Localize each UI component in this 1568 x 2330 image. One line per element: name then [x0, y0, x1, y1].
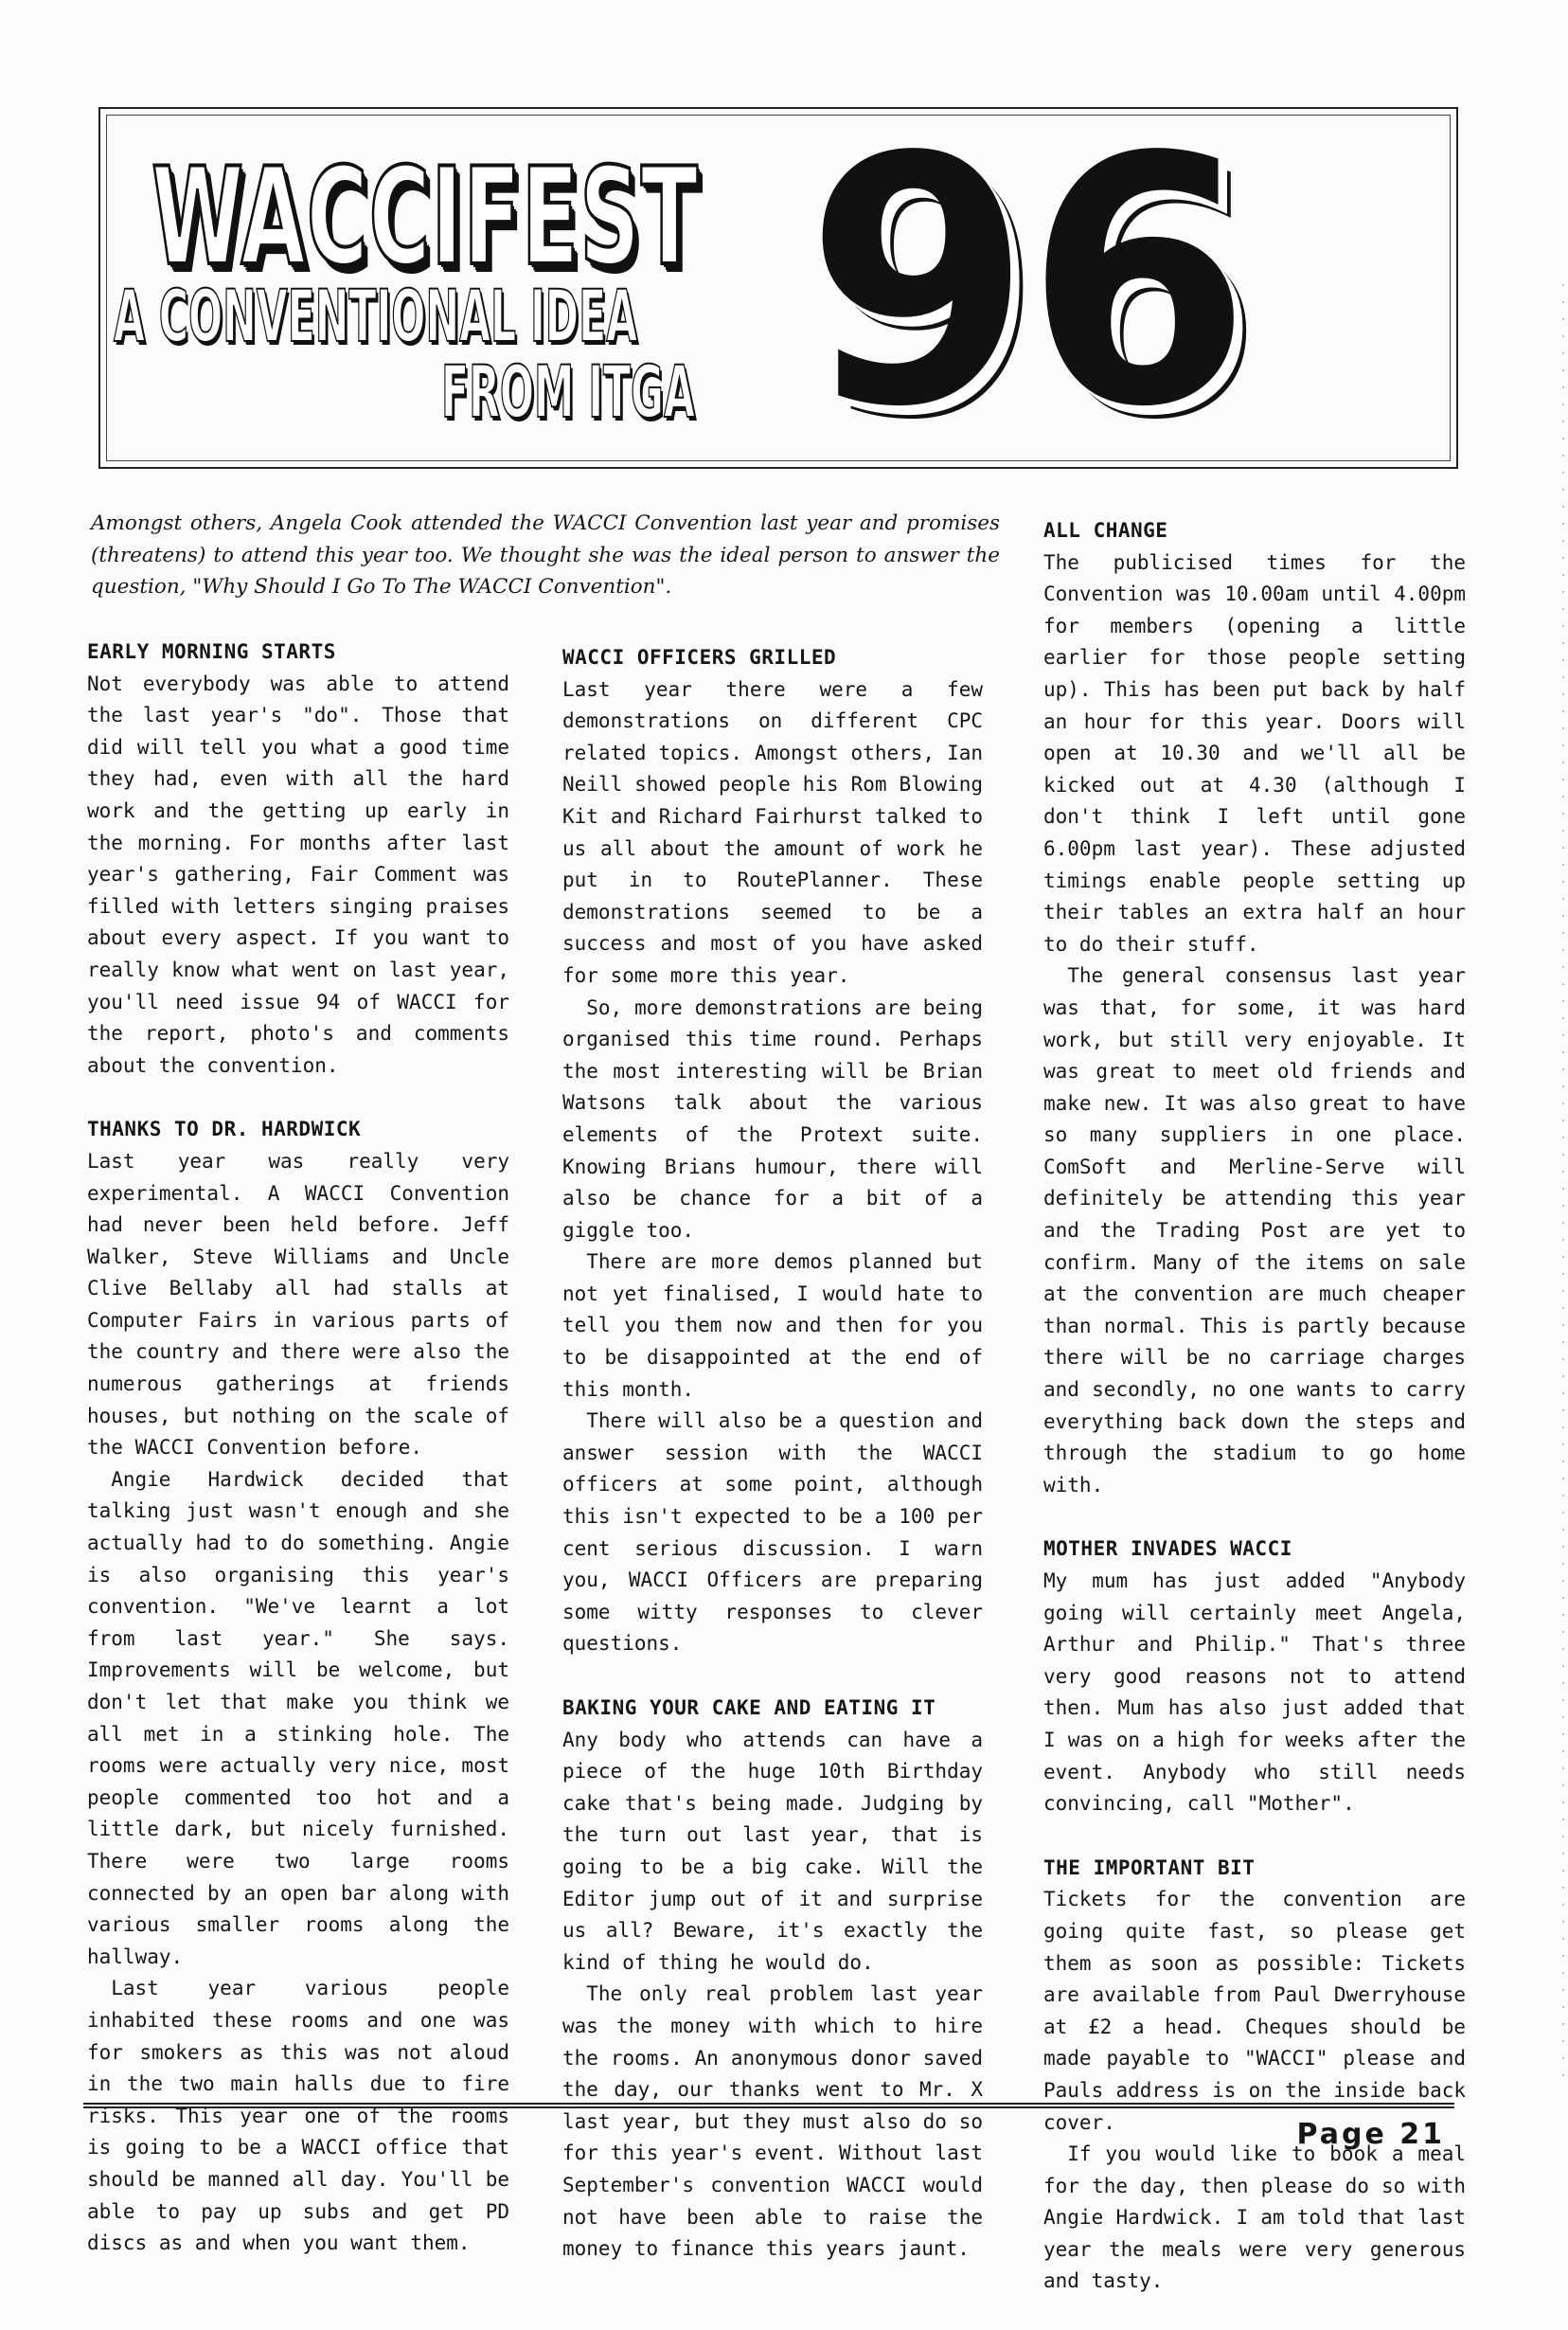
- section-all-change: [1043, 515, 1466, 1501]
- section-heading: THANKS TO DR. HARDWICK: [87, 1118, 362, 1141]
- intro-paragraph: Amongst others, Angela Cook attended the WACCI Convention last year and promises (threatens) to attend this year too. We thought she was the ideal person to answer the question, "Why Should I Go To The WACCI Convention".: [91, 511, 1000, 599]
- title-banner: [98, 84, 1458, 481]
- paragraph: There are more demos planned but not yet finalised, I would hate to tell you them now and then for you to be disappointed at the end of this month.: [562, 1250, 983, 1401]
- section-heading: EARLY MORNING STARTS: [87, 640, 336, 663]
- paragraph: Last year was really very experimental. A WACCI Convention had never been held before. Jeff Walker, Steve Williams and Uncle Clive Bellaby all had stalls at Computer Fairs in various parts of the country and there were also the numerous gatherings at friends houses, but nothing on the scale of the WACCI Convention before.: [87, 1149, 509, 1460]
- section-the-important-bit: [1043, 1853, 1466, 2298]
- paragraph: Not everybody was able to attend the last year's "do". Those that did will tell you what a good time they had, even with all the hard work and the getting up early in the morning. For months after last year's gathering, Fair Comment was filled with letters singing praises about every aspect. If you want to really know what went on last year, you'll need issue 94 of WACCI for the report, photo's and comments about the convention.: [87, 672, 509, 1077]
- section-wacci-officers-grilled: [562, 642, 983, 1660]
- paragraph: Tickets for the convention are going quite fast, so please get them as soon as possible: Tickets are available from Paul Dwerryhouse at £2 a head. Cheques should be made payable to "WACCI" please and Pauls address is on the inside back cover.: [1043, 1888, 1466, 2134]
- paragraph: Angie Hardwick decided that talking just wasn't enough and she actually had to do something. Angie is also organising this year's convention. "We've learnt a lot from last year." She says. Improvements will be welcome, but don't let that make you think we all met in a stinking hole. The rooms were actually very nice, most people commented too hot and a little dark, but nicely furnished. There were two large rooms connected by an open bar along with various smaller rooms along the hallway.: [87, 1467, 509, 1968]
- column-3: [1043, 515, 1466, 2330]
- paragraph: The general consensus last year was that, for some, it was hard work, but still very enjoyable. It was great to meet old friends and make new. It was also great to have so many suppliers in one place. ComSoft and Merline-Serve will definitely be attending this year and the Trading Post are yet to confirm. Many of the items on sale at the convention are much cheaper than normal. This is partly because there will be no carriage charges and secondly, no one wants to carry everything back down the steps and through the stadium to go home with.: [1043, 964, 1466, 1497]
- paragraph: If you would like to book a meal for the day, then please do so with Angie Hardwick. I am told that last year the meals were very generous and tasty.: [1043, 2142, 1466, 2293]
- section-mother-invades-wacci: [1043, 1533, 1466, 1819]
- paragraph: My mum has just added "Anybody going will certainly meet Angela, Arthur and Philip." That's three very good reasons not to attend then. Mum has also just added that I was on a high for weeks after the event. Anybody who still needs convincing, call "Mother".: [1043, 1569, 1466, 1816]
- banner-subtitle-line1: A CONVENTIONAL IDEA: [114, 274, 638, 358]
- section-heading: ALL CHANGE: [1043, 519, 1168, 542]
- banner-number-graphic: [806, 84, 1412, 481]
- section-thanks-to-dr-hardwick: [87, 1114, 509, 2259]
- section-early-morning-starts: [87, 636, 509, 1082]
- banner-title: WACCIFEST: [151, 139, 700, 296]
- section-heading: WACCI OFFICERS GRILLED: [562, 646, 837, 669]
- paragraph: Last year various people inhabited these rooms and one was for smokers as this was not aloud in the two main halls due to fire risks. This year one of the rooms is going to be a WACCI office that should be manned all day. You'll be able to pay up subs and get PD discs as and when you want them.: [87, 1977, 509, 2255]
- paragraph: There will also be a question and answer session with the WACCI officers at some point, although this isn't expected to be a 100 per cent serious discussion. I warn you, WACCI Officers are preparing some witty responses to clever questions.: [562, 1409, 983, 1656]
- banner-subtitle-line2: FROM ITGA: [441, 350, 695, 434]
- banner-number: 96: [806, 84, 1246, 481]
- paragraph: The publicised times for the Convention was 10.00am until 4.00pm for members (opening a little earlier for those people setting up). This has been put back by half an hour for this year. Doors will open at 10.30 and we'll all be kicked out at 4.30 (although I don't think I left until gone 6.00pm last year). These adjusted timings enable people setting up their tables an extra half an hour to do their stuff.: [1043, 550, 1466, 956]
- section-heading: THE IMPORTANT BIT: [1043, 1855, 1256, 1879]
- paragraph: The only real problem last year was the money with which to hire the rooms. An anonymous donor saved the day, our thanks went to Mr. X last year, but they must also do so for this year's event. Without last September's convention WACCI would not have been able to raise the money to finance this years jaunt.: [562, 1982, 983, 2261]
- paragraph: So, more demonstrations are being organised this time round. Perhaps the most interesting will be Brian Watsons talk about the various elements of the Protext suite. Knowing Brians humour, there will also be chance for a bit of a giggle too.: [562, 995, 983, 1242]
- section-heading: BAKING YOUR CAKE AND EATING IT: [562, 1696, 936, 1719]
- section-heading: MOTHER INVADES WACCI: [1043, 1537, 1292, 1561]
- column-1: [87, 636, 509, 2292]
- column-2: [562, 642, 983, 2298]
- section-baking-your-cake: [562, 1693, 983, 2266]
- page-number: Page 21: [1296, 2118, 1445, 2151]
- footer-rule: [83, 2103, 1454, 2108]
- paragraph: Last year there were a few demonstrations on different CPC related topics. Amongst others, Ian Neill showed people his Rom Blowing Kit and Richard Fairhurst talked to us all about the amount of work he put in to RoutePlanner. These demonstrations seemed to be a success and most of you have asked for some more this year.: [562, 677, 983, 987]
- scan-edge-marks: [1562, 284, 1564, 2084]
- paragraph: Any body who attends can have a piece of the huge 10th Birthday cake that's being made. Judging by the turn out last year, that is going to be a big cake. Will the Editor jump out of it and surprise us all? Beware, it's exactly the kind of thing he would do.: [562, 1728, 983, 1974]
